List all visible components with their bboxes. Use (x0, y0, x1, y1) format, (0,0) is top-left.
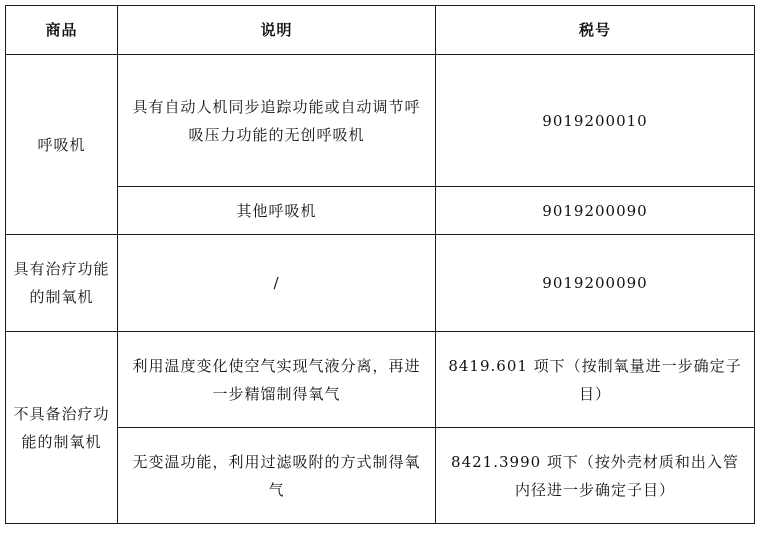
table-row (6, 332, 755, 428)
table-row (6, 235, 755, 332)
description-cell: 利用温度变化使空气实现气液分离，再进一步精馏制得氧气 (118, 332, 436, 428)
goods-cell-therapeutic-oxygen-concentrator: 具有治疗功能的制氧机 (6, 235, 118, 332)
header-description: 说明 (118, 6, 436, 55)
goods-cell-ventilator: 呼吸机 (6, 55, 118, 235)
description-cell: 具有自动人机同步追踪功能或自动调节呼吸压力功能的无创呼吸机 (118, 55, 436, 187)
description-cell: / (118, 235, 436, 332)
tax-code-cell: 8421.3990 项下（按外壳材质和出入管内径进一步确定子目） (436, 428, 755, 524)
tariff-classification-table (5, 5, 755, 524)
header-tax-code: 税号 (436, 6, 755, 55)
table-row (6, 55, 755, 187)
tax-code-cell: 9019200010 (436, 55, 755, 187)
header-goods: 商品 (6, 6, 118, 55)
table-row (6, 187, 755, 235)
description-cell: 其他呼吸机 (118, 187, 436, 235)
header-row (6, 6, 755, 55)
goods-cell-non-therapeutic-oxygen-concentrator: 不具备治疗功能的制氧机 (6, 332, 118, 524)
tax-code-cell: 9019200090 (436, 187, 755, 235)
tax-code-cell: 8419.601 项下（按制氧量进一步确定子目） (436, 332, 755, 428)
tax-code-cell: 9019200090 (436, 235, 755, 332)
table-row (6, 428, 755, 524)
description-cell: 无变温功能，利用过滤吸附的方式制得氧气 (118, 428, 436, 524)
